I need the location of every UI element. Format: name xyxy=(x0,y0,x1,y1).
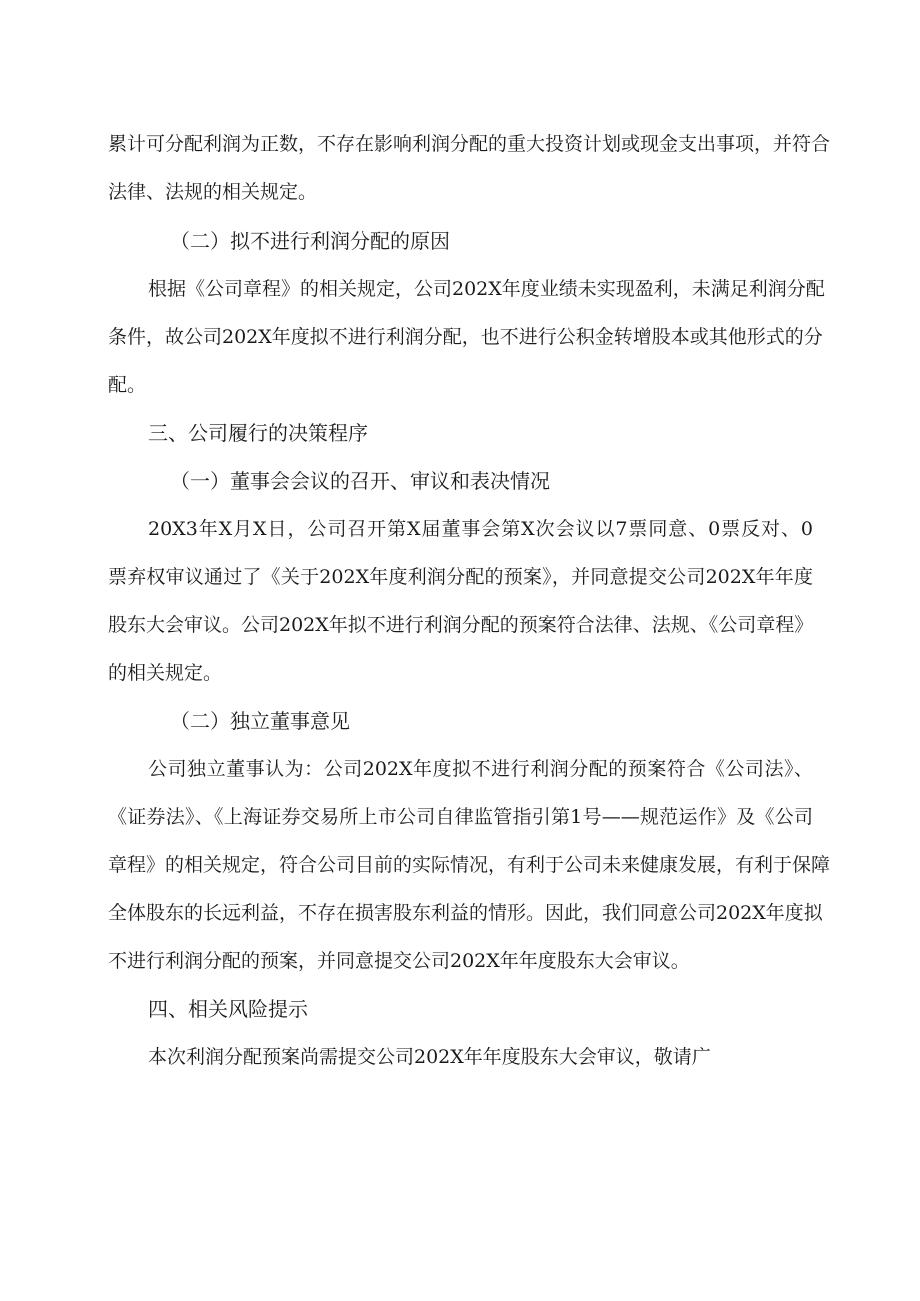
section-heading: 四、相关风险提示 xyxy=(148,997,308,1021)
paragraph-line: 本次利润分配预案尚需提交公司202X年年度股东大会审议，敬请广 xyxy=(148,1046,711,1068)
paragraph-line: 法律、法规的相关规定。 xyxy=(108,181,318,203)
section-heading: （二）拟不进行利润分配的原因 xyxy=(170,229,450,253)
paragraph-line: 不进行利润分配的预案，并同意提交公司202X年年度股东大会审议。 xyxy=(108,950,690,972)
paragraph-line: 票弃权审议通过了《关于202X年度利润分配的预案》，并同意提交公司202X年年度 xyxy=(108,566,813,588)
paragraph-line: 《证券法》、《上海证券交易所上市公司自律监管指引第1号——规范运作》及《公司 xyxy=(108,806,813,828)
paragraph-line: 章程》的相关规定，符合公司目前的实际情况，有利于公司未来健康发展，有利于保障 xyxy=(108,854,831,876)
paragraph-line: 累计可分配利润为正数，不存在影响利润分配的重大投资计划或现金支出事项，并符合 xyxy=(108,133,831,155)
section-heading: （二）独立董事意见 xyxy=(170,709,350,733)
paragraph-line: 根据《公司章程》的相关规定，公司202X年度业绩未实现盈利，未满足利润分配 xyxy=(148,278,825,300)
paragraph-line: 条件，故公司202X年度拟不进行利润分配，也不进行公积金转增股本或其他形式的分 xyxy=(108,326,823,348)
paragraph-line: 20X3年X月X日，公司召开第X届董事会第X次会议以7票同意、0票反对、0 xyxy=(148,518,813,540)
section-heading: （一）董事会会议的召开、审议和表决情况 xyxy=(170,469,550,493)
paragraph-line: 全体股东的长远利益，不存在损害股东利益的情形。因此，我们同意公司202X年度拟 xyxy=(108,902,823,924)
paragraph-line: 公司独立董事认为：公司202X年度拟不进行利润分配的预案符合《公司法》、 xyxy=(148,758,813,780)
paragraph-line: 配。 xyxy=(108,374,147,396)
paragraph-line: 股东大会审议。公司202X年拟不进行利润分配的预案符合法律、法规、《公司章程》 xyxy=(108,614,814,636)
section-heading: 三、公司履行的决策程序 xyxy=(148,421,368,445)
paragraph-line: 的相关规定。 xyxy=(108,662,223,684)
